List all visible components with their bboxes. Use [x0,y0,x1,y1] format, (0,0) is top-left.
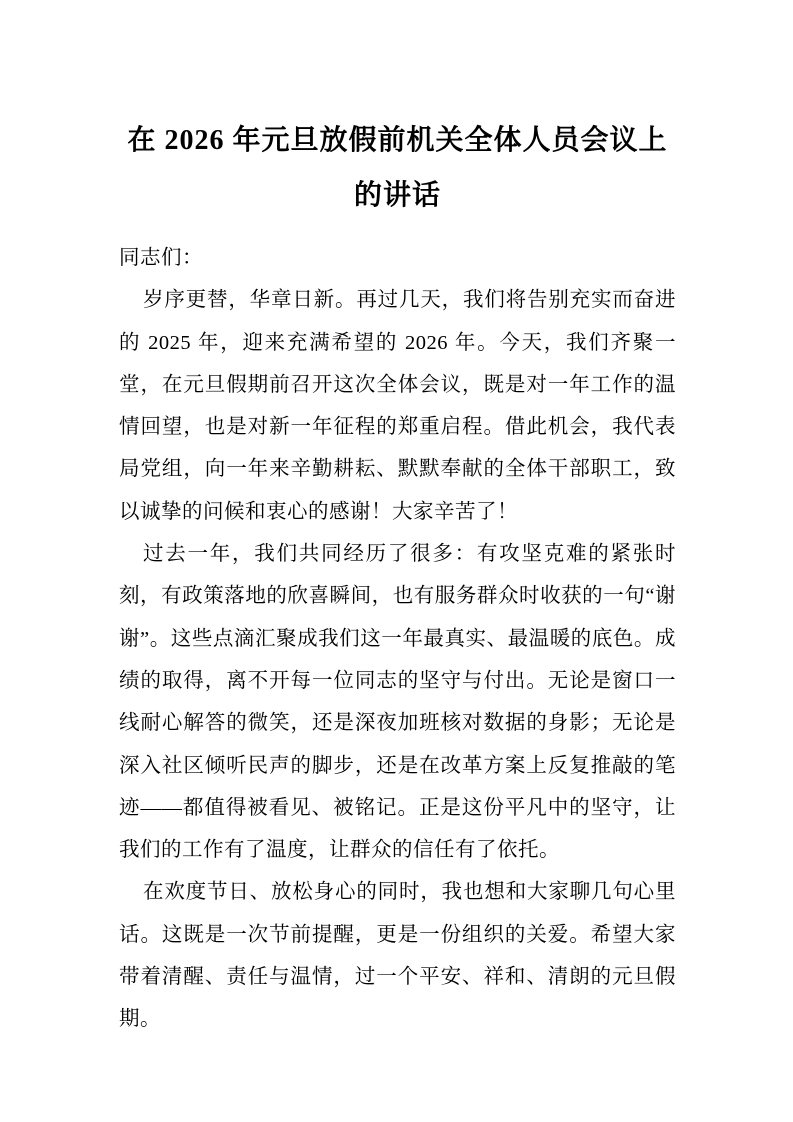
document-title [119,113,676,223]
paragraph: 在欢度节日、放松身心的同时，我也想和大家聊几句心里话。这既是一次节前提醒，更是一份组织的关爱。希望大家带着清醒、责任与温情，过一个平安、祥和、清朗的元旦假期。 [119,881,676,1031]
paragraph: 过去一年，我们共同经历了很多：有攻坚克难的紧张时刻，有政策落地的欣喜瞬间，也有服务群众时收获的一句“谢谢”。这些点滴汇聚成我们这一年最真实、最温暖的底色。成绩的取得，离不开每一位同志的坚守与付出。无论是窗口一线耐心解答的微笑，还是深夜加班核对数据的身影；无论是深入社区倾听民声的脚步，还是在改革方案上反复推敲的笔迹——都值得被看见、被铭记。正是这份平凡中的坚守，让我们的工作有了温度，让群众的信任有了依托。 [119,543,676,862]
document-title-line-1: 在 2026 年元旦放假前机关全体人员会议上 [127,125,668,156]
document-title-line-2: 的讲话 [353,180,441,211]
paragraph: 同志们： [119,247,203,269]
paragraph: 岁序更替，华章日新。再过几天，我们将告别充实而奋进的 2025 年，迎来充满希望的 2026 年。今天，我们齐聚一堂，在元旦假期前召开这次全体会议，既是对一年工作的温情回望，也是对新一年征程的郑重启程。借此机会，我代表局党组，向一年来辛勤耕耘、默默奉献的全体干部职工，致以诚挚的问候和衷心的感谢！大家辛苦了！ [119,289,676,523]
document-body [119,237,676,1041]
